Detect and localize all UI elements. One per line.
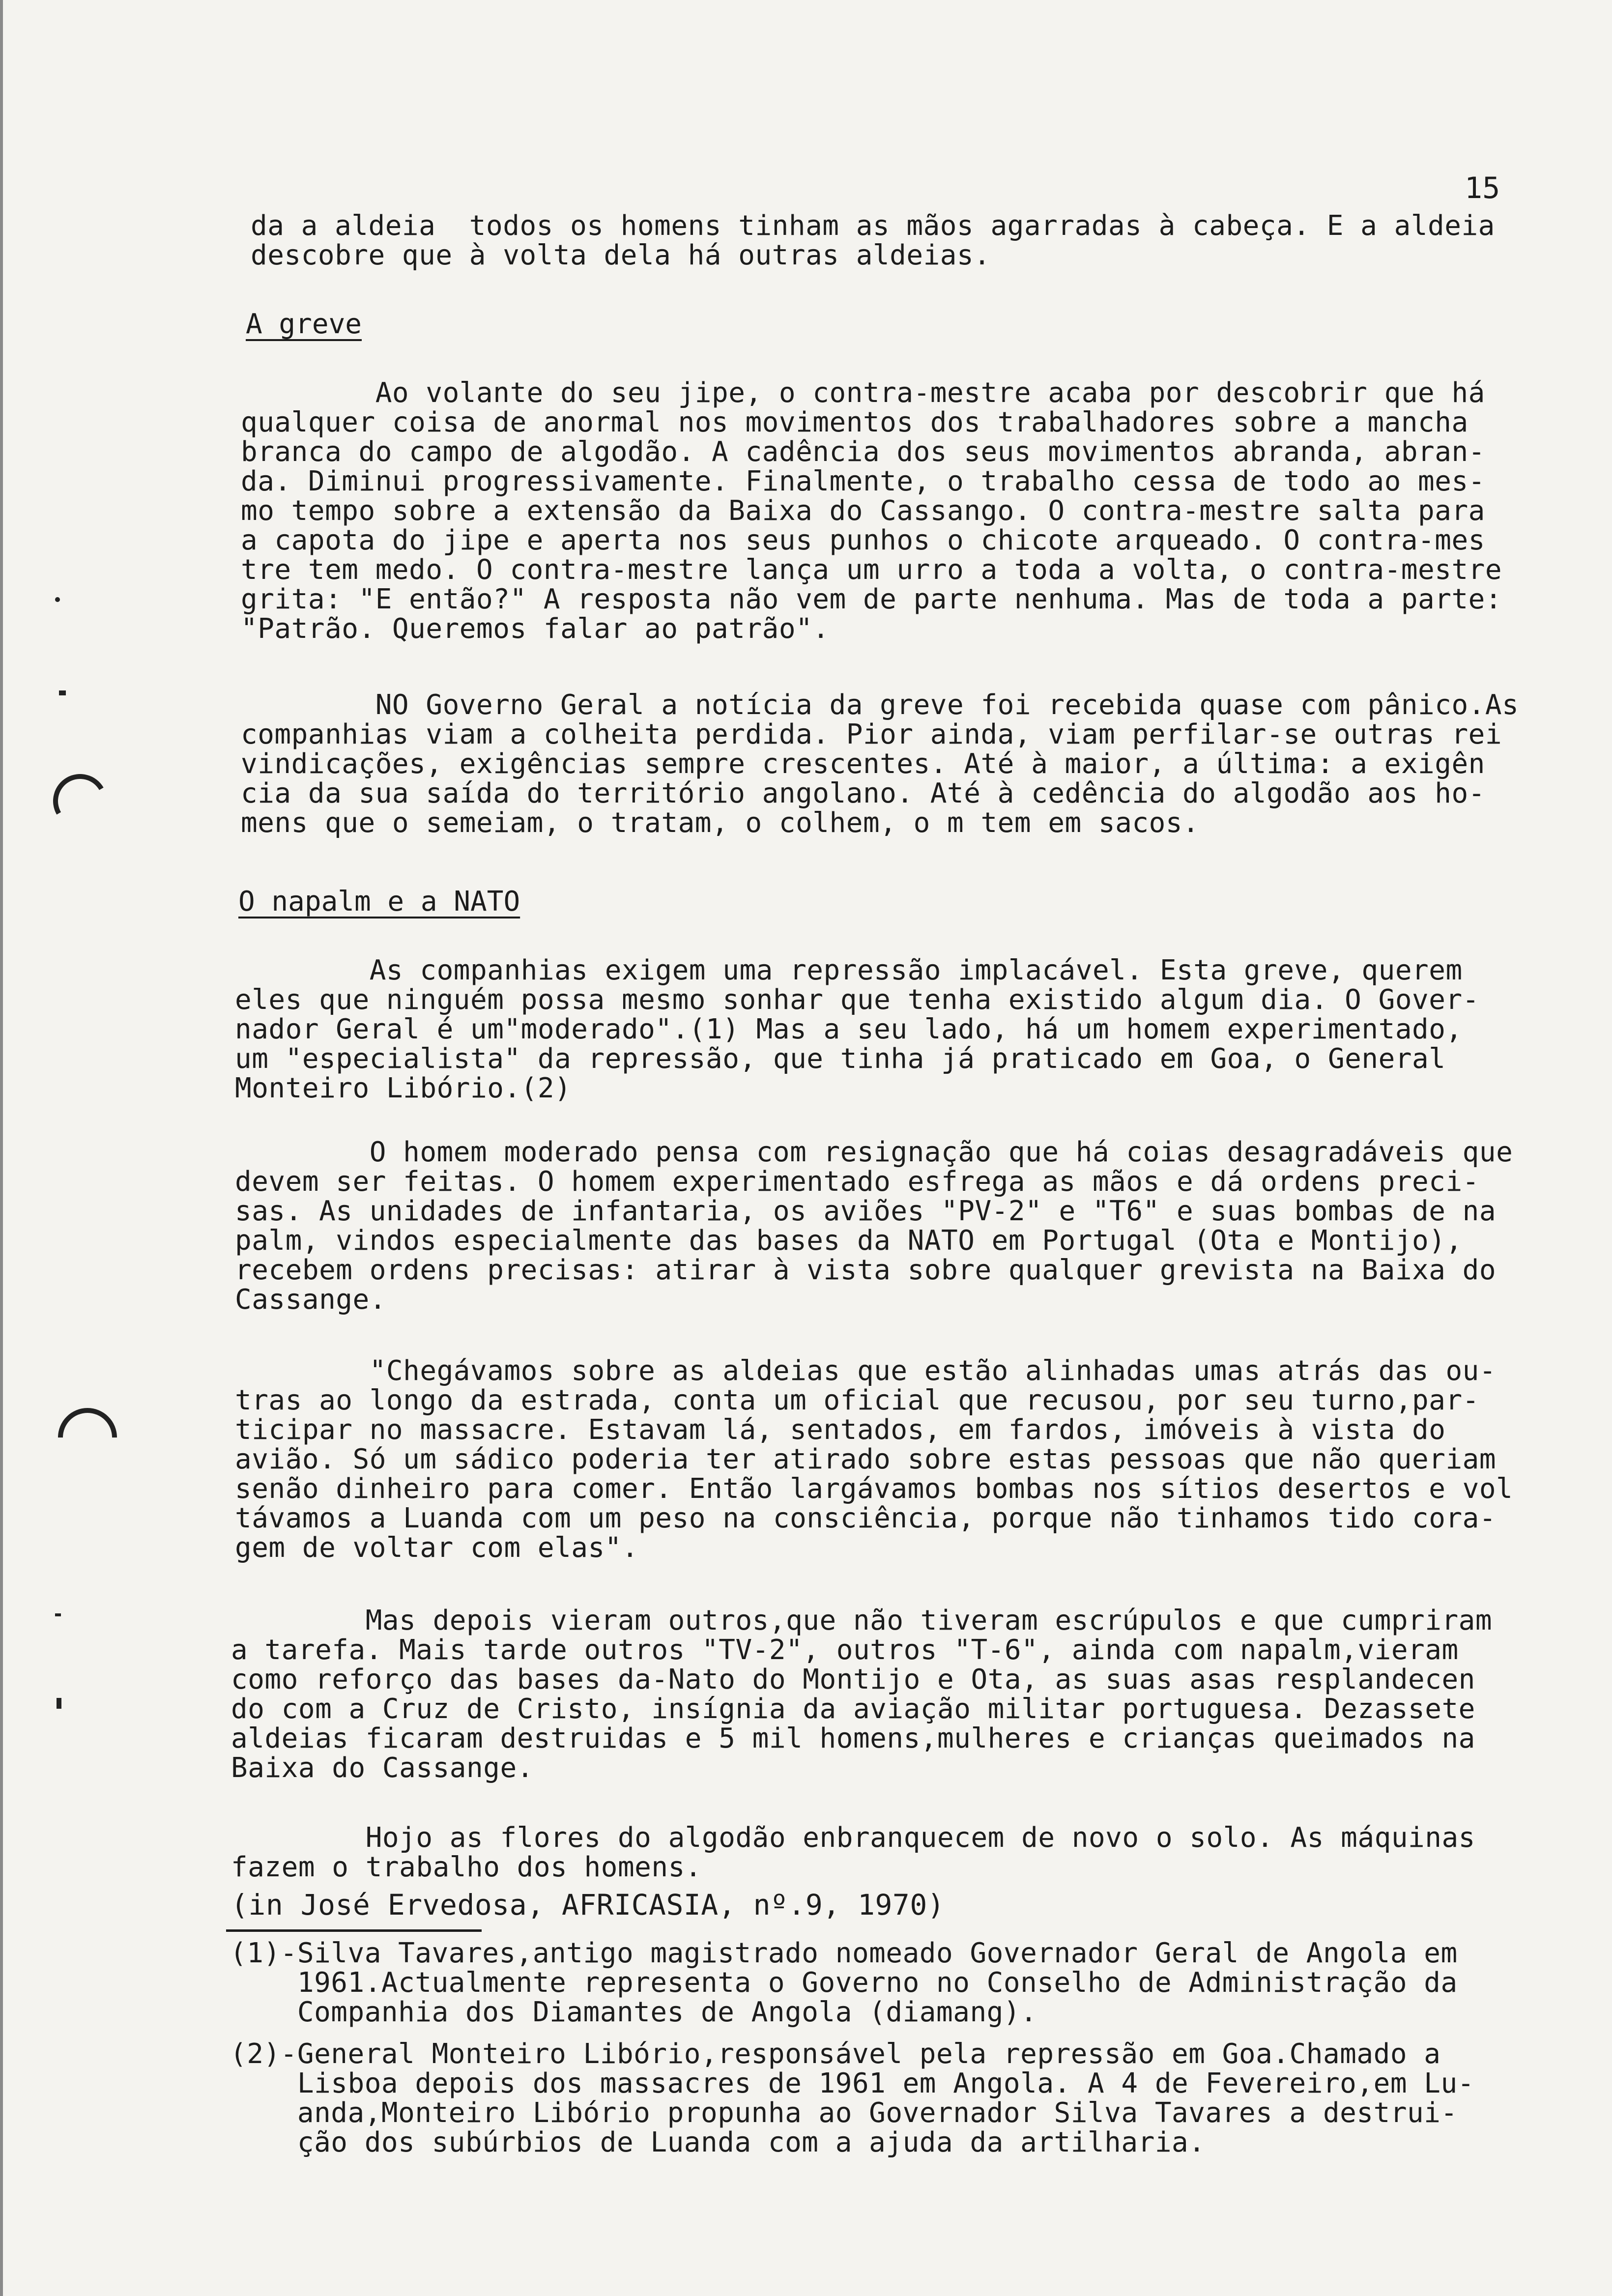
greve-paragraph-1: Ao volante do seu jipe, o contra-mestre acaba por descobrir que há qualquer coisa de anormal nos movimentos dos trabalhadores sobre a mancha branca do campo de algodão. A cadência dos seus movimentos abranda, abran- da. Diminui progressivamente. Finalmente, o trabalho cessa de todo ao mes- mo tempo sobre a extensão da Baixa do Cassango. O contra-mestre salta para a capota do jipe e aperta nos seus punhos o chicote arqueado. O contra-mes tre tem medo. O contra-mestre lança um urro a toda a volta, o contra-mestre grita: "E então?" A resposta não vem de parte nenhuma. Mas de toda a parte: "Patrão. Queremos falar ao patrão". (241, 377, 1502, 645)
margin-speck (57, 1698, 61, 1709)
footnote-1: (1)-Silva Tavares,antigo magistrado nomeado Governador Geral de Angola em 1961.Actualmente representa o Governo no Conselho de Administração da Companhia dos Diamantes de Angola (diamang). (230, 1937, 1458, 2028)
margin-speck (55, 1613, 61, 1616)
napalm-paragraph-2: O homem moderado pensa com resignação que há coias desagradáveis que devem ser feitas. O homem experimentado esfrega as mãos e dá ordens preci- sas. As unidades de infantaria, os aviões "PV-2" e "T6" e suas bombas de na palm, vindos especialmente das bases da NATO em Portugal (Ota e Montijo), recebem ordens precisas: atirar à vista sobre qualquer grevista na Baixa do Cassange. (235, 1136, 1513, 1316)
section-heading-napalm: O napalm e a NATO (238, 886, 520, 918)
napalm-paragraph-4: Mas depois vieram outros,que não tiveram escrúpulos e que cumpriram a tarefa. Mais tarde outros "TV-2", outros "T-6", ainda com napalm,vieram como reforço das bases da-Nato do Montijo e Ota, as suas asas resplandecen do com a Cruz de Cristo, insígnia da aviação militar portuguesa. Dezassete aldeias ficaram destruidas e 5 mil homens,mulheres e crianças queimados na Baixa do Cassange. (231, 1605, 1493, 1784)
napalm-paragraph-5: Hojo as flores do algodão enbranquecem de novo o solo. As máquinas fazem o trabalho dos homens. (231, 1822, 1475, 1883)
section-heading-greve: A greve (246, 308, 362, 340)
source-citation: (in José Ervedosa, AFRICASIA, nº.9, 1970) (231, 1888, 945, 1922)
greve-paragraph-2: NO Governo Geral a notícia da greve foi recebida quase com pânico.As companhias viam a colheita perdida. Pior ainda, viam perfilar-se outras rei vindicações, exigências sempre crescentes. Até à maior, a última: a exigên cia da sua saída do território angolano. Até à cedência do algodão aos ho- mens que o semeiam, o tratam, o colhem, o m tem em sacos. (241, 689, 1519, 839)
punch-hole-mark (46, 1396, 129, 1479)
margin-speck (55, 597, 60, 602)
margin-speck (59, 690, 66, 695)
page-edge-shadow (0, 0, 3, 2296)
footnote-2: (2)-General Monteiro Libório,responsável pela repressão em Goa.Chamado a Lisboa depois dos massacres de 1961 em Angola. A 4 de Fevereiro,em Lu- anda,Monteiro Libório propunha ao Governador Silva Tavares a destrui- ção dos subúrbios de Luanda com a ajuda da artilharia. (230, 2038, 1474, 2158)
page-number: 15 (1465, 171, 1500, 205)
napalm-paragraph-1: As companhias exigem uma repressão implacável. Esta greve, querem eles que ninguém possa mesmo sonhar que tenha existido algum dia. O Gover- nador Geral é um"moderado".(1) Mas a seu lado, há um homem experimentado, um "especialista" da repressão, que tinha já praticado em Goa, o General Monteiro Libório.(2) (235, 954, 1479, 1104)
punch-hole-mark (47, 768, 114, 834)
footnote-rule (226, 1929, 482, 1932)
intro-paragraph: da a aldeia todos os homens tinham as mãos agarradas à cabeça. E a aldeia descobre que à volta dela há outras aldeias. (251, 210, 1495, 271)
napalm-paragraph-3: "Chegávamos sobre as aldeias que estão alinhadas umas atrás das ou- tras ao longo da estrada, conta um oficial que recusou, por seu turno,par- ticipar no massacre. Estavam lá, sentados, em fardos, imóveis à vista do avião. Só um sádico poderia ter atirado sobre estas pessoas que não queriam senão dinheiro para comer. Então largávamos bombas nos sítios desertos e vol távamos a Luanda com um peso na consciência, porque não tinhamos tido cora- gem de voltar com elas". (235, 1355, 1513, 1564)
